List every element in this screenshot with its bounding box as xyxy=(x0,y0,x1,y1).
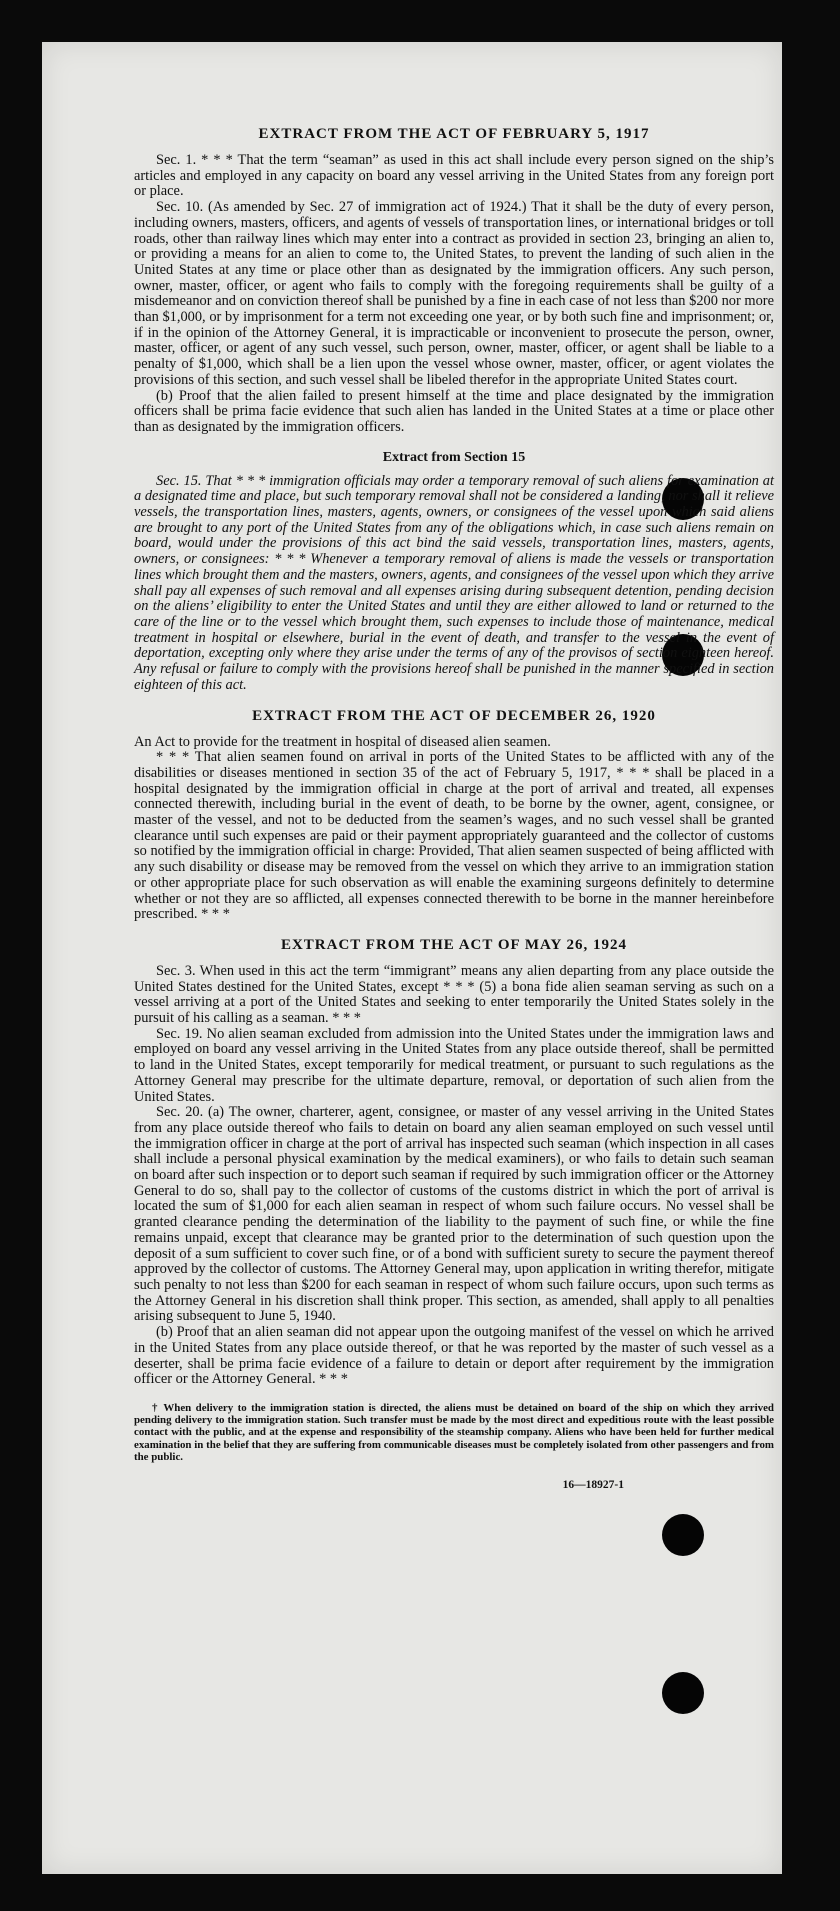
footnote xyxy=(134,1402,774,1463)
section-act-1920 xyxy=(134,708,774,923)
section-act-1917 xyxy=(134,126,774,436)
section-act-1924 xyxy=(134,937,774,1388)
section-15-extract xyxy=(134,450,774,694)
punch-hole xyxy=(662,1672,704,1714)
form-number: 16—18927-1 xyxy=(562,1478,624,1491)
paragraph: Sec. 1. * * * That the term “seaman” as used in this act shall include every person signed on the ship’s articles and employed in any capacity on board any vessel arriving in the United States from any foreign port or place. xyxy=(134,152,774,200)
footnote-text: † When delivery to the immigration station is directed, the aliens must be detained on board of the ship on which they arrived pending delivery to the immigration station. Such transfer must be made by the most direct and expeditious route with the least possible contact with the public, and at the expense and responsibility of the steamship company. Aliens who have been held for further medical examination in the belief that they are suffering from communicable diseases must be completely isolated from other passengers and from the public. xyxy=(134,1401,774,1463)
paragraph: * * * That alien seamen found on arrival in ports of the United States to be afflicted with any of the disabilities or diseases mentioned in section 35 of the act of February 5, 1917, * * * shall be placed in a hospital designated by the immigration official in charge at the port of arrival and treated, all expenses connected therewith, including burial in the event of death, to be borne by the owner, agent, consignee, or master of the vessel, and not to be deducted from the seamen’s wages, and no such vessel shall be granted clearance until such expenses are paid or their payment appropriately guaranteed and the collector of customs so notified by the immigration official in charge: Provided, That alien seamen suspected of being afflicted with any such disability or disease may be removed from the vessel on which they arrive to an immigration station or other appropriate place for such observation as will enable the examining surgeons definitely to determine whether or not they are so afflicted, all expenses connected therewith to be borne in the manner hereinbefore prescribed. * * * xyxy=(134,749,774,923)
document-page xyxy=(42,42,782,1874)
paragraph: Sec. 10. (As amended by Sec. 27 of immigration act of 1924.) That it shall be the duty of every person, including owners, masters, officers, and agents of vessels of transportation lines, or international bridges or toll roads, other than railway lines which may enter into a contract as provided in section 23, bringing an alien to, or providing a means for an alien to come to, the United States, to prevent the landing of such alien in the United States at any time or place other than as designated by the immigration officers. Any such person, owner, master, officer, or agent who fails to comply with the foregoing requirements shall be guilty of a misdemeanor and on conviction thereof shall be punished by a fine in each case of not less than $200 nor more than $1,000, or by imprisonment for a term not exceeding one year, or by both such fine and imprisonment; or, if in the opinion of the Attorney General, it is impracticable or inconvenient to prosecute the person, owner, master, officer, or agent of any such vessel, such person, owner, master, officer, or agent shall be liable to a penalty of $1,000, which shall be a lien upon the vessel whose owner, master, officer, or agent violates the provisions of this section, and such vessel shall be libeled therefor in the appropriate United States court. xyxy=(134,199,774,388)
paragraph: (b) Proof that the alien failed to present himself at the time and place designated by the immigration officers shall be prima facie evidence that such alien has landed in the United States at a time or place other than as designated by the immigration officers. xyxy=(134,387,774,435)
paragraph: Sec. 19. No alien seaman excluded from admission into the United States under the immigration laws and employed on board any vessel arriving in the United States from any place outside thereof, shall be permitted to land in the United States, except temporarily for medical treatment, or pursuant to such regulations as the Attorney General may prescribe for the ultimate departure, removal, or deportation of such alien from the United States. xyxy=(134,1025,774,1105)
section-heading: EXTRACT FROM THE ACT OF MAY 26, 1924 xyxy=(280,936,628,953)
paragraph: Sec. 20. (a) The owner, charterer, agent, consignee, or master of any vessel arriving in the United States from any place outside thereof who fails to detain on board any alien seaman employed on such vessel until the immigration officer in charge at the port of arrival has inspected such seaman (which inspection in all cases shall include a personal physical examination by the medical examiners), or who fails to detain such seaman on board after such inspection or to deport such seaman if required by such immigration officer or the Attorney General to do so, shall pay to the collector of customs of the customs district in which the port of arrival is located the sum of $1,000 for each alien seaman in respect of whom such failure occurs. No vessel shall be granted clearance pending the determination of the liability to the payment of such fine, or while the fine remains unpaid, except that clearance may be granted prior to the determination of such question upon the deposit of a sum sufficient to cover such fine, or of a bond with sufficient surety to secure the payment thereof approved by the collector of customs. The Attorney General may, upon application in writing therefor, mitigate such penalty to not less than $200 for each seaman in respect of whom such failure occurs, upon such terms as the Attorney General in his discretion shall think proper. This section, as amended, shall apply to all penalties arising subsequent to June 5, 1940. xyxy=(134,1104,774,1325)
document-body xyxy=(134,120,774,1491)
paragraph: Sec. 3. When used in this act the term “immigrant” means any alien departing from any place outside the United States destined for the United States, except * * * (5) a bona fide alien seaman serving as such on a vessel arriving at a port of the United States and seeking to enter temporarily the United States solely in the pursuit of his calling as a seaman. * * * xyxy=(134,962,774,1027)
paragraph: An Act to provide for the treatment in hospital of diseased alien seamen. xyxy=(134,733,551,750)
section-heading: EXTRACT FROM THE ACT OF DECEMBER 26, 1920 xyxy=(252,707,656,724)
paragraph: Sec. 15. That * * * immigration officials may order a temporary removal of such aliens for examination at a designated time and place, but such temporary removal shall not be considered a landing, nor shall it relieve vessels, the transportation lines, masters, agents, owners, or consignees of the vessel upon which said aliens are brought to any port of the United States from any of the obligations which, in case such aliens remain on board, would under the provisions of this act bind the said vessels, transportation lines, masters, agents, owners, or consignees: * * * Whenever a temporary removal of aliens is made the vessels or transportation lines which brought them and the masters, owners, agents, and consignees of the vessel upon which they arrive shall pay all expenses of such removal and all expenses arising during subsequent detention, pending decision on the aliens’ eligibility to enter the United States and until they are either allowed to land or returned to the care of the line or to the vessel which brought them, such expenses to include those of maintenance, medical treatment in hospital or elsewhere, burial in the event of death, and transfer to the vessel in the event of deportation, excepting only where they arise under the terms of any of the provisos of section eighteen hereof. Any refusal or failure to comply with the provisions hereof shall be punished in the manner specified in section eighteen of this act. xyxy=(134,472,774,693)
section-heading: Extract from Section 15 xyxy=(382,449,526,465)
paragraph: (b) Proof that an alien seaman did not appear upon the outgoing manifest of the vessel on which he arrived in the United States from any place outside thereof, or that he was reported by the master of such vessel as a deserter, shall be prima facie evidence of a failure to detain or deport after requirement by the immigration officer or the Attorney General. * * * xyxy=(134,1324,774,1388)
section-heading: EXTRACT FROM THE ACT OF FEBRUARY 5, 1917 xyxy=(258,126,650,142)
punch-hole xyxy=(662,1514,704,1556)
